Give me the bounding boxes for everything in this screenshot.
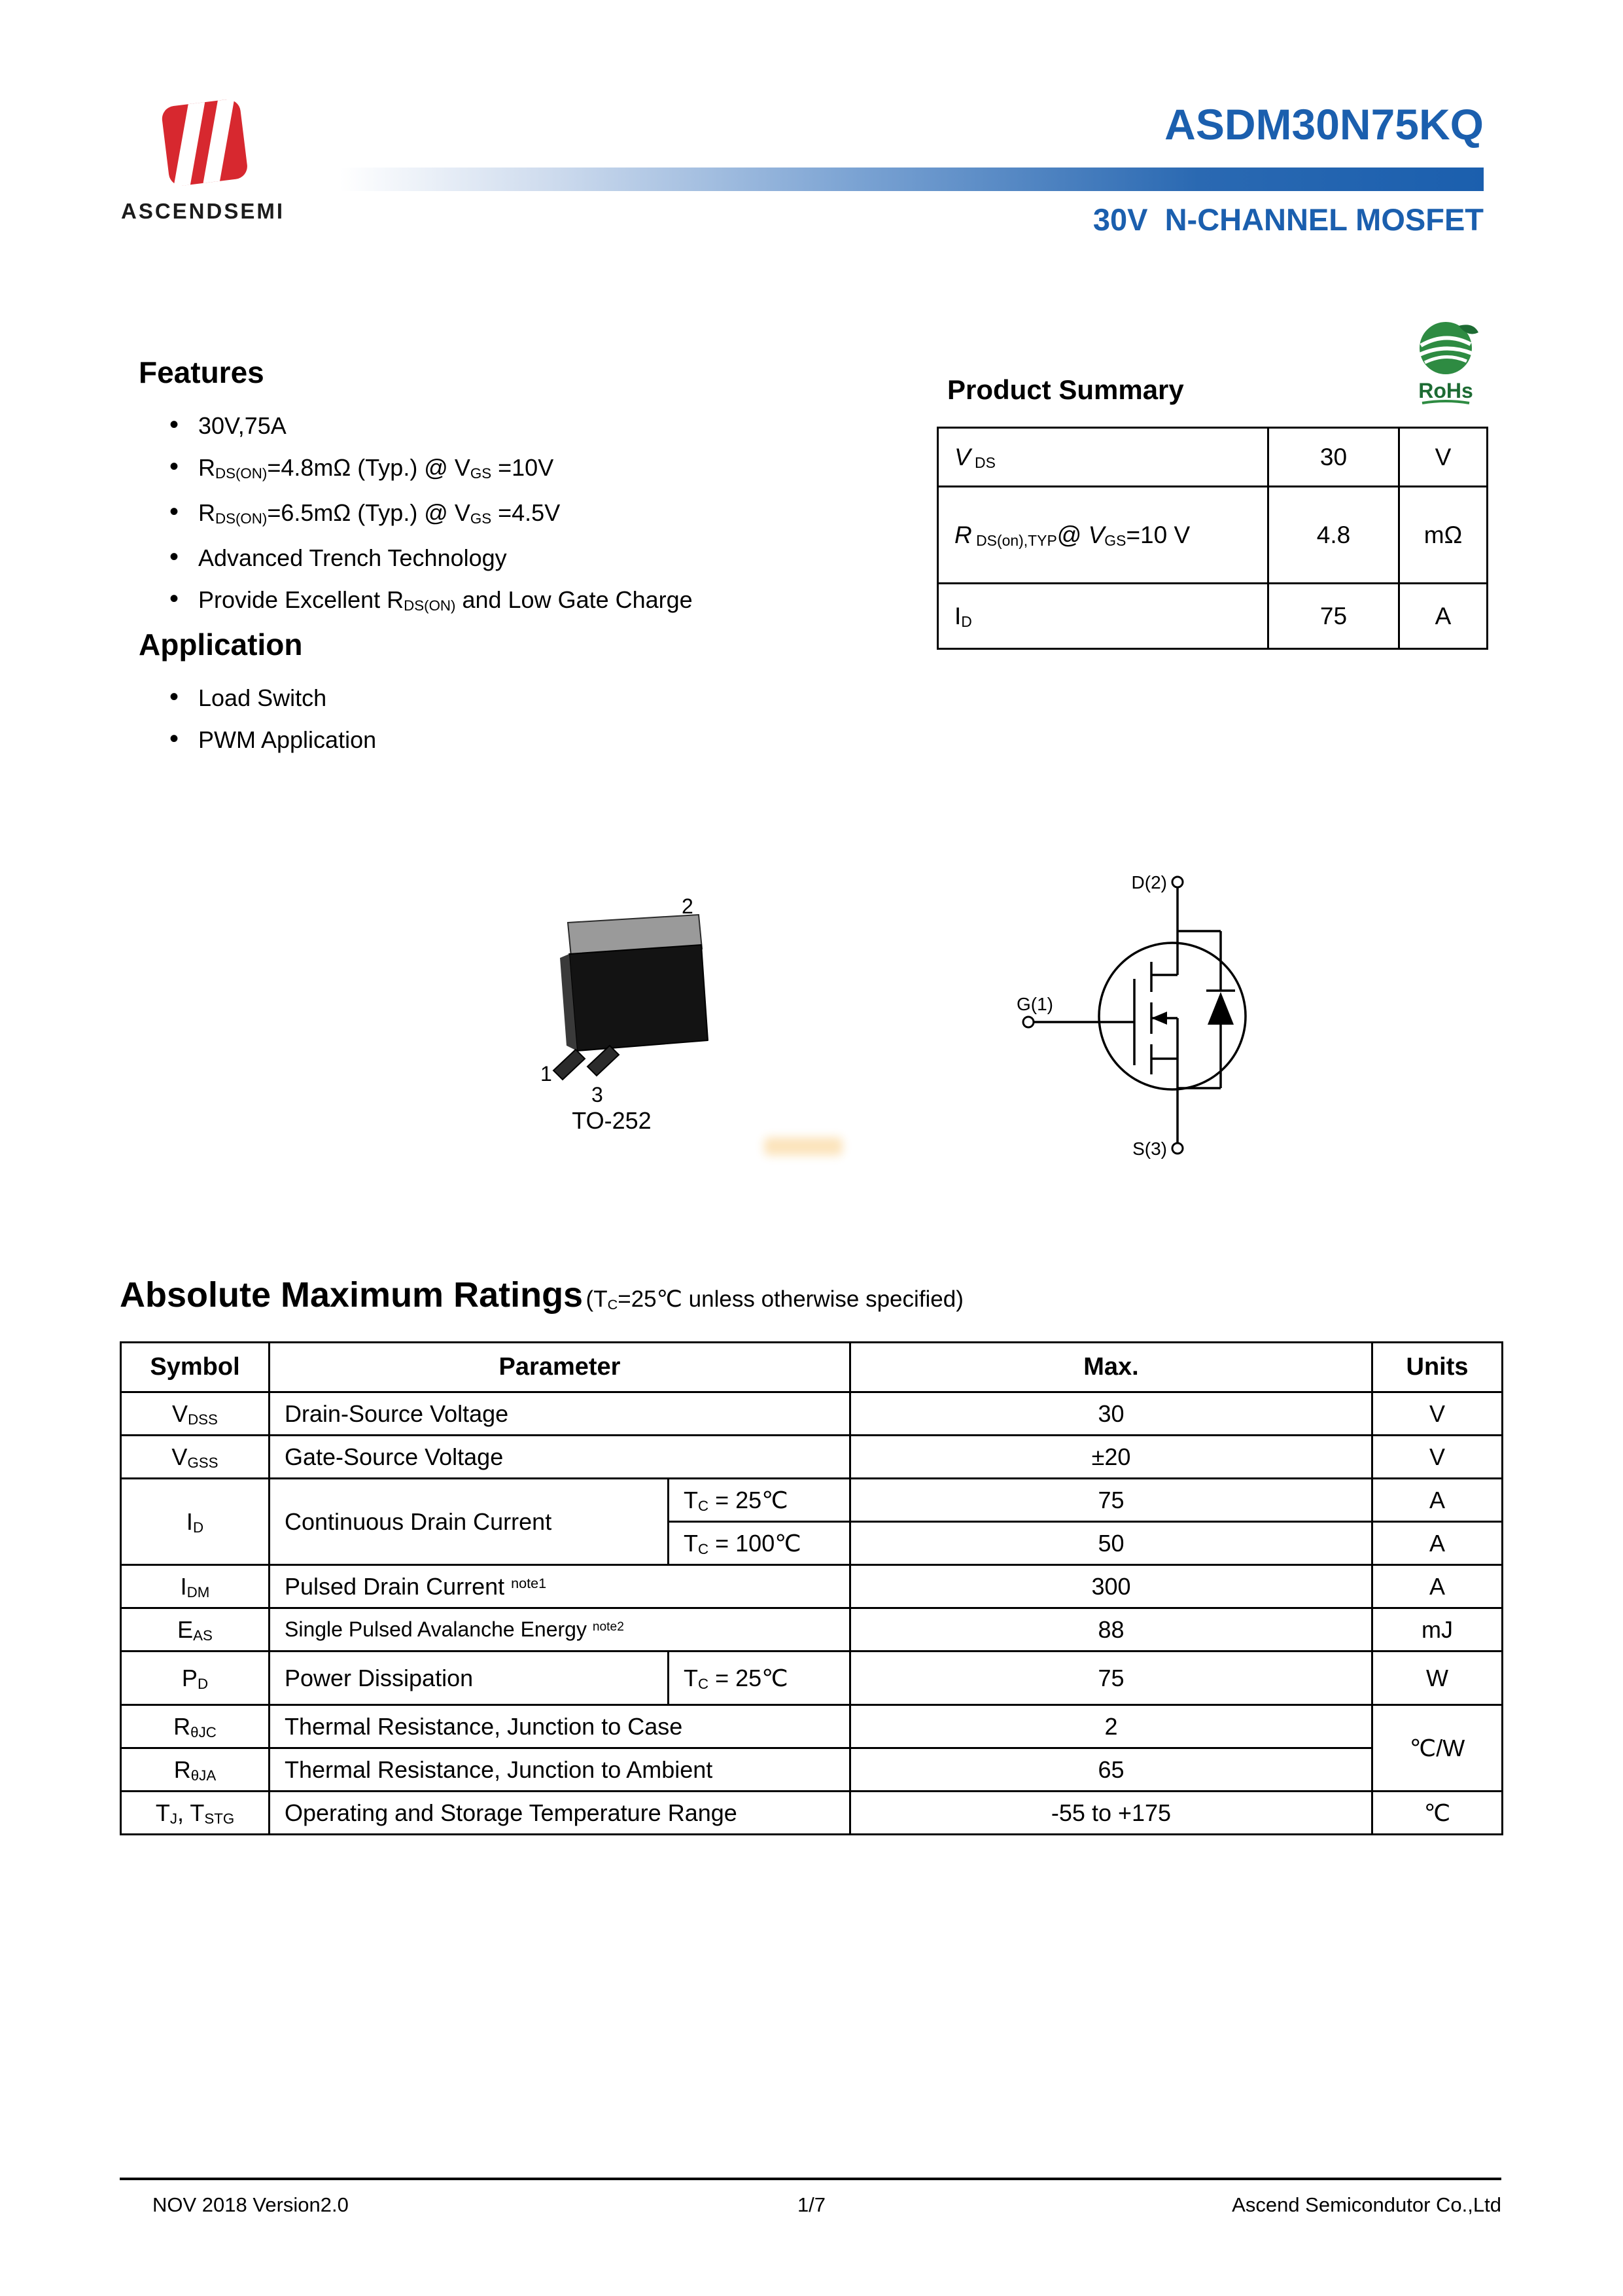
cell-max: 300 [850,1565,1372,1608]
cell-condition: TC = 100℃ [669,1522,850,1565]
table-row [121,1436,1503,1479]
cell-units: V [1372,1392,1503,1436]
cell-units: ℃/W [1372,1705,1503,1792]
rohs-icon [1405,318,1486,410]
pin-2-label: 2 [682,895,693,918]
table-row [121,1608,1503,1651]
header-divider-bar [340,168,1484,191]
cell-max: -55 to +175 [850,1792,1372,1835]
cell-symbol: EAS [121,1608,270,1651]
col-header-units: Units [1372,1343,1503,1392]
cell-value: 30 [1268,428,1399,487]
cell-units: A [1372,1522,1503,1565]
cell-parameter: R DS(on),TYP@ VGS=10 V [938,487,1268,584]
cell-parameter: Power Dissipation [270,1651,669,1705]
cell-units: A [1372,1479,1503,1522]
cell-parameter: Thermal Resistance, Junction to Case [270,1705,850,1748]
cell-units: W [1372,1651,1503,1705]
cell-symbol: RθJA [121,1748,270,1792]
cell-unit: V [1399,428,1488,487]
cell-units: A [1372,1565,1503,1608]
footer-version: NOV 2018 Version2.0 [152,2193,349,2216]
table-row [121,1748,1503,1792]
cell-parameter: Drain-Source Voltage [270,1392,850,1436]
pin-3-label: 3 [591,1083,603,1106]
device-description: 30V N-CHANNEL MOSFET [1092,202,1484,237]
ratings-title: Absolute Maximum Ratings [120,1275,584,1315]
cell-symbol: VGSS [121,1436,270,1479]
cell-parameter: V DS [938,428,1268,487]
gate-label: G(1) [1017,994,1053,1014]
cell-unit: A [1399,584,1488,649]
cell-parameter: Single Pulsed Avalanche Energy $^{note2}$ [270,1608,850,1651]
rohs-label: RoHs [1418,379,1473,402]
table-row [938,428,1488,487]
cell-units: V [1372,1436,1503,1479]
application-heading: Application [139,627,303,662]
feature-item: • RDS(ON)=4.8mΩ (Typ.) @ VGS =10V [160,453,978,486]
cell-parameter: ID [938,584,1268,649]
footer-divider [120,2178,1501,2180]
ratings-subtitle: (TC=25℃ unless otherwise specified) [585,1286,964,1313]
package-name-label: TO-252 [572,1107,652,1134]
table-row [121,1705,1503,1748]
table-row [121,1392,1503,1436]
cell-symbol: TJ, TSTG [121,1792,270,1835]
cell-value: 75 [1268,584,1399,649]
product-summary-heading: Product Summary [947,374,1184,405]
absolute-maximum-ratings-table [120,1341,1503,1835]
table-row [121,1479,1503,1522]
company-name: ASCENDSEMI [120,199,285,223]
col-header-max: Max. [850,1343,1372,1392]
cell-symbol: PD [121,1651,270,1705]
features-heading: Features [139,355,264,389]
cell-parameter: Gate-Source Voltage [270,1436,850,1479]
feature-item: • Advanced Trench Technology [160,543,978,573]
cell-condition: TC = 25℃ [669,1479,850,1522]
table-row [121,1651,1503,1705]
application-item: • Load Switch [160,683,978,713]
cell-max: 2 [850,1705,1372,1748]
table-row [121,1792,1503,1835]
cell-parameter: Operating and Storage Temperature Range [270,1792,850,1835]
col-header-symbol: Symbol [121,1343,270,1392]
application-item: • PWM Application [160,725,978,755]
cell-max: 50 [850,1522,1372,1565]
mosfet-symbol [1013,862,1274,1176]
ascendsemi-logo [149,92,259,195]
footer-company: Ascend Semicondutor Co.,Ltd [1232,2193,1501,2216]
cell-symbol: IDM [121,1565,270,1608]
source-label: S(3) [1132,1139,1167,1159]
cell-units: mJ [1372,1608,1503,1651]
cell-max: 75 [850,1651,1372,1705]
cell-max: 88 [850,1608,1372,1651]
pin-1-label: 1 [540,1062,552,1086]
cell-max: 30 [850,1392,1372,1436]
table-row [121,1565,1503,1608]
feature-item: • Provide Excellent RDS(ON) and Low Gate Charge [160,585,978,618]
col-header-parameter: Parameter [270,1343,850,1392]
table-header-row [121,1343,1503,1392]
application-list [160,683,978,767]
feature-item: • 30V,75A [160,411,978,441]
cell-unit: mΩ [1399,487,1488,584]
feature-item: • RDS(ON)=6.5mΩ (Typ.) @ VGS =4.5V [160,498,978,531]
cell-symbol: VDSS [121,1392,270,1436]
cell-condition: TC = 25℃ [669,1651,850,1705]
table-row [938,584,1488,649]
footer-page-number: 1/7 [797,2193,826,2216]
cell-units: ℃ [1372,1792,1503,1835]
cell-parameter: Thermal Resistance, Junction to Ambient [270,1748,850,1792]
features-list [160,411,978,630]
product-summary-table [937,427,1488,650]
cell-symbol: ID [121,1479,270,1565]
ratings-heading [120,1275,1500,1315]
watermark [764,1137,843,1156]
drain-label: D(2) [1131,872,1167,892]
package-drawing-to252 [471,895,798,1111]
part-number: ASDM30N75KQ [1164,100,1484,149]
cell-max: ±20 [850,1436,1372,1479]
cell-symbol: RθJC [121,1705,270,1748]
cell-parameter: Continuous Drain Current [270,1479,669,1565]
cell-parameter: Pulsed Drain Current $^{note1}$ [270,1565,850,1608]
cell-max: 65 [850,1748,1372,1792]
cell-max: 75 [850,1479,1372,1522]
cell-value: 4.8 [1268,487,1399,584]
table-row [938,487,1488,584]
